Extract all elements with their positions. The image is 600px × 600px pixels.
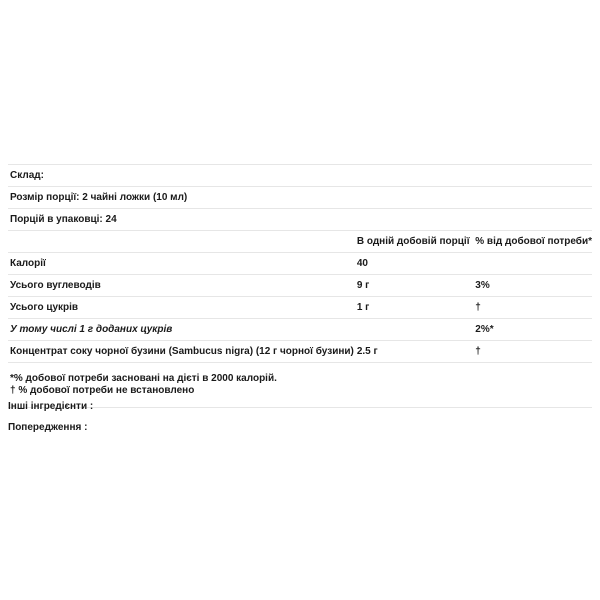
- nutrient-name: У тому числі 1 г доданих цукрів: [8, 319, 355, 341]
- header-amount: В одній добовій порції: [355, 231, 473, 253]
- footnote-daily-value: *% добової потреби засновані на дієті в 2000 калорій.: [10, 373, 277, 384]
- nutrient-name: Концентрат соку чорної бузини (Sambucus nigra) (12 г чорної бузини): [8, 341, 355, 363]
- nutrient-dv: 3%: [473, 275, 592, 297]
- nutrient-amount: [355, 319, 473, 341]
- serving-size-row: [8, 187, 592, 209]
- table-row: [8, 253, 592, 275]
- header-daily-value: % від добової потреби*: [473, 231, 592, 253]
- nutrient-amount: 40: [355, 253, 473, 275]
- nutrient-dv: †: [473, 297, 592, 319]
- table-row: [8, 319, 592, 341]
- servings-per-container-row: [8, 209, 592, 231]
- table-row: [8, 341, 592, 363]
- nutrient-dv: [473, 253, 592, 275]
- header-blank: [8, 231, 355, 253]
- table-row: [8, 297, 592, 319]
- nutrient-dv: 2%*: [473, 319, 592, 341]
- footnote-not-established: † % добової потреби не встановлено: [10, 385, 195, 396]
- nutrient-name: Усього цукрів: [8, 297, 355, 319]
- table-row: [8, 275, 592, 297]
- nutrient-amount: 2.5 г: [355, 341, 473, 363]
- serving-size: Розмір порції: 2 чайні ложки (10 мл): [8, 187, 592, 209]
- other-ingredients-label: Інші інгредієнти :: [8, 401, 94, 412]
- servings-per-container: Порцій в упаковці: 24: [8, 209, 592, 231]
- nutrient-amount: 9 г: [355, 275, 473, 297]
- composition-row: [8, 165, 592, 187]
- warnings-label: Попередження :: [8, 422, 88, 433]
- nutrient-name: Калорії: [8, 253, 355, 275]
- nutrient-name: Усього вуглеводів: [8, 275, 355, 297]
- supplement-facts-table: [8, 164, 592, 408]
- composition-label: Склад:: [8, 165, 592, 187]
- nutrient-dv: †: [473, 341, 592, 363]
- table-header-row: [8, 231, 592, 253]
- footnotes-row: [8, 363, 592, 408]
- footnotes: [8, 363, 592, 408]
- nutrient-amount: 1 г: [355, 297, 473, 319]
